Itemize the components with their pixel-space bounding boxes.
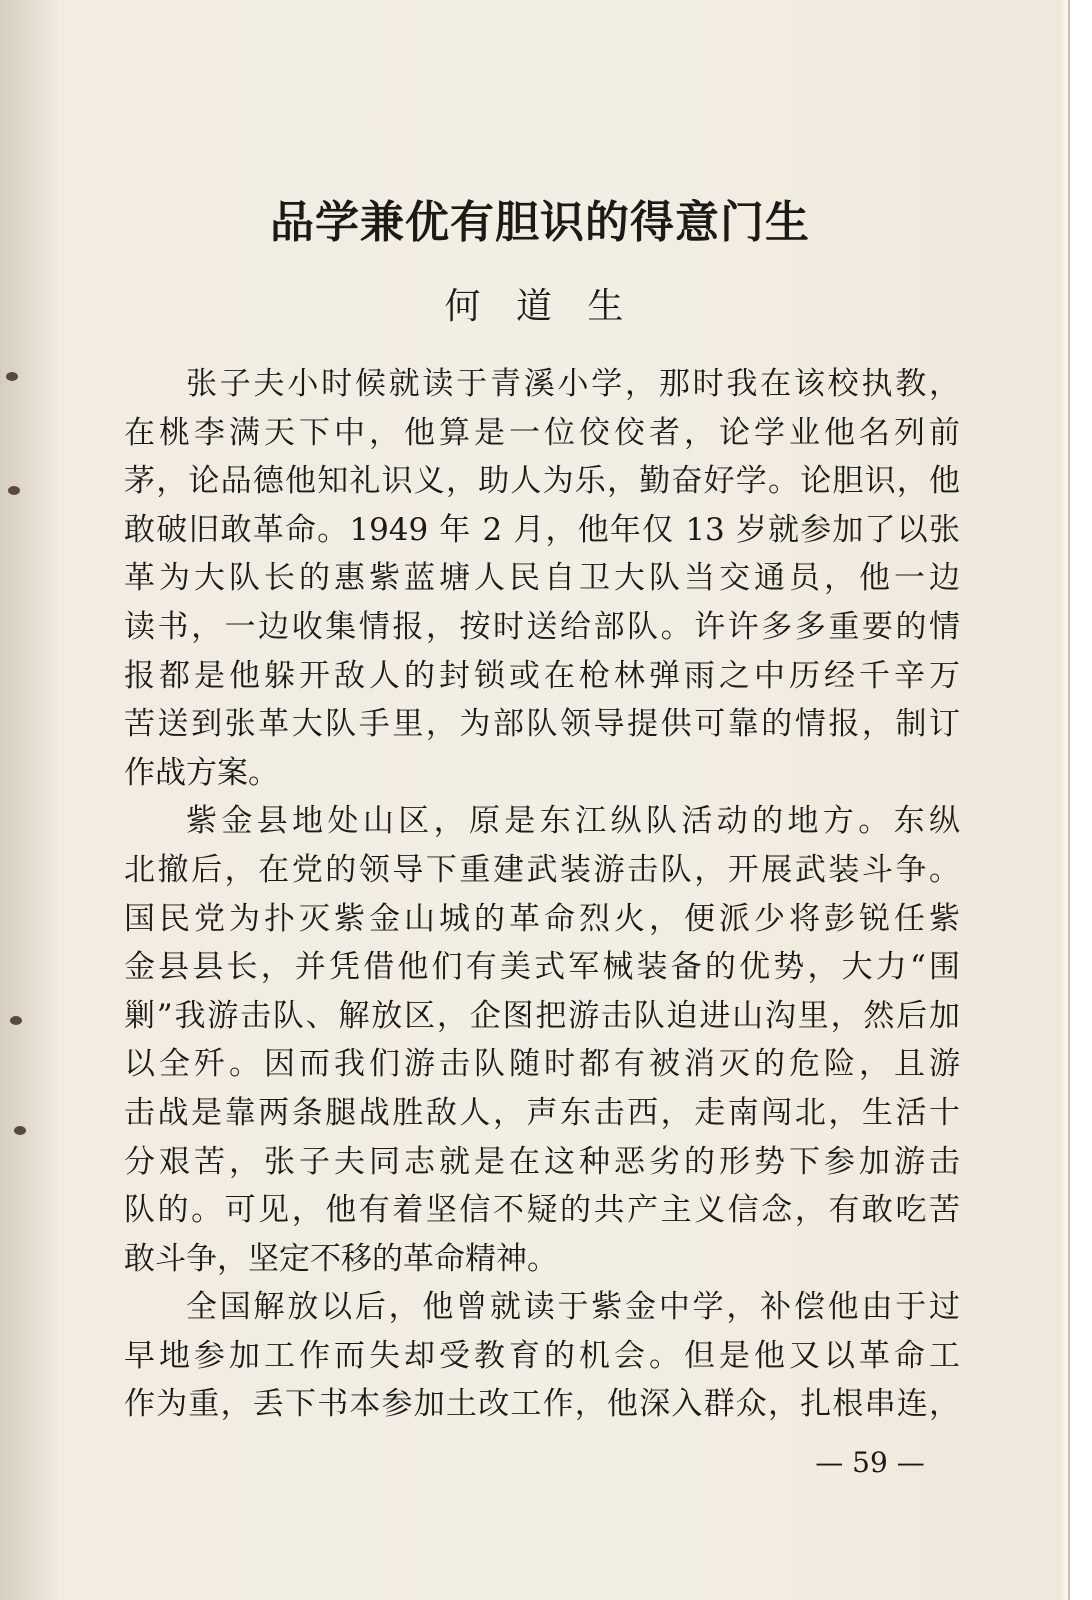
text-line: 张子夫小时候就读于青溪小学，那时我在该校执教， bbox=[186, 366, 960, 402]
text-line: 作战方案。 bbox=[124, 754, 279, 791]
text-line: 北撤后，在党的领导下重建武装游击队，开展武装斗争。 bbox=[124, 851, 960, 888]
binding-hole-mark bbox=[14, 1126, 26, 1135]
page-number: — 59 — bbox=[815, 1446, 925, 1479]
text-line: 金县县长，并凭借他们有美式军械装备的优势，大力“围 bbox=[124, 949, 960, 986]
text-line: 敢斗争，坚定不移的革命精神。 bbox=[124, 1240, 558, 1277]
text-line: 在桃李满天下中，他算是一位佼佼者，论学业他名列前 bbox=[124, 414, 960, 451]
page-edge bbox=[1068, 0, 1092, 1600]
text-line: 全国解放以后，他曾就读于紫金中学，补偿他由于过 bbox=[186, 1289, 960, 1326]
text-line: 以全歼。因而我们游击队随时都有被消灭的危险，且游 bbox=[124, 1046, 960, 1083]
text-line: 敢破旧敢革命。1949 年 2 月，他年仅 13 岁就参加了以张 bbox=[124, 511, 960, 548]
text-line: 茅，论品德他知礼识义，助人为乐，勤奋好学。论胆识，他 bbox=[124, 463, 960, 500]
text-line: 队的。可见，他有着坚信不疑的共产主义信念，有敢吃苦 bbox=[124, 1192, 960, 1229]
text-line: 早地参加工作而失却受教育的机会。但是他又以革命工 bbox=[124, 1337, 960, 1374]
binding-hole-mark bbox=[10, 1016, 22, 1025]
text-line: 击战是靠两条腿战胜敌人，声东击西，走南闯北，生活十 bbox=[124, 1094, 960, 1131]
binding-hole-mark bbox=[8, 486, 20, 495]
text-line: 国民党为扑灭紫金山城的革命烈火，便派少将彭锐任紫 bbox=[124, 900, 960, 937]
text-line: 剿”我游击队、解放区，企图把游击队迫进山沟里，然后加 bbox=[124, 997, 960, 1034]
text-line: 分艰苦，张子夫同志就是在这种恶劣的形势下参加游击 bbox=[124, 1143, 960, 1180]
text-line: 苦送到张革大队手里，为部队领导提供可靠的情报，制订 bbox=[124, 706, 960, 743]
text-line: 作为重，丢下书本参加土改工作，他深入群众，扎根串连， bbox=[124, 1386, 960, 1423]
text-line: 紫金县地处山区，原是东江纵队活动的地方。东纵 bbox=[186, 803, 960, 840]
article-body bbox=[124, 360, 960, 1429]
article-title: 品学兼优有胆识的得意门生 bbox=[270, 197, 810, 248]
binding-hole-mark bbox=[6, 372, 18, 381]
text-line: 读书，一边收集情报，按时送给部队。许许多多重要的情 bbox=[124, 608, 960, 645]
text-line: 报都是他躲开敌人的封锁或在枪林弹雨之中历经千辛万 bbox=[124, 657, 960, 694]
binding-shadow bbox=[0, 0, 60, 1600]
text-line: 革为大队长的惠紫蓝塘人民自卫大队当交通员，他一边 bbox=[124, 560, 960, 597]
author-name: 何 道 生 bbox=[444, 286, 636, 327]
